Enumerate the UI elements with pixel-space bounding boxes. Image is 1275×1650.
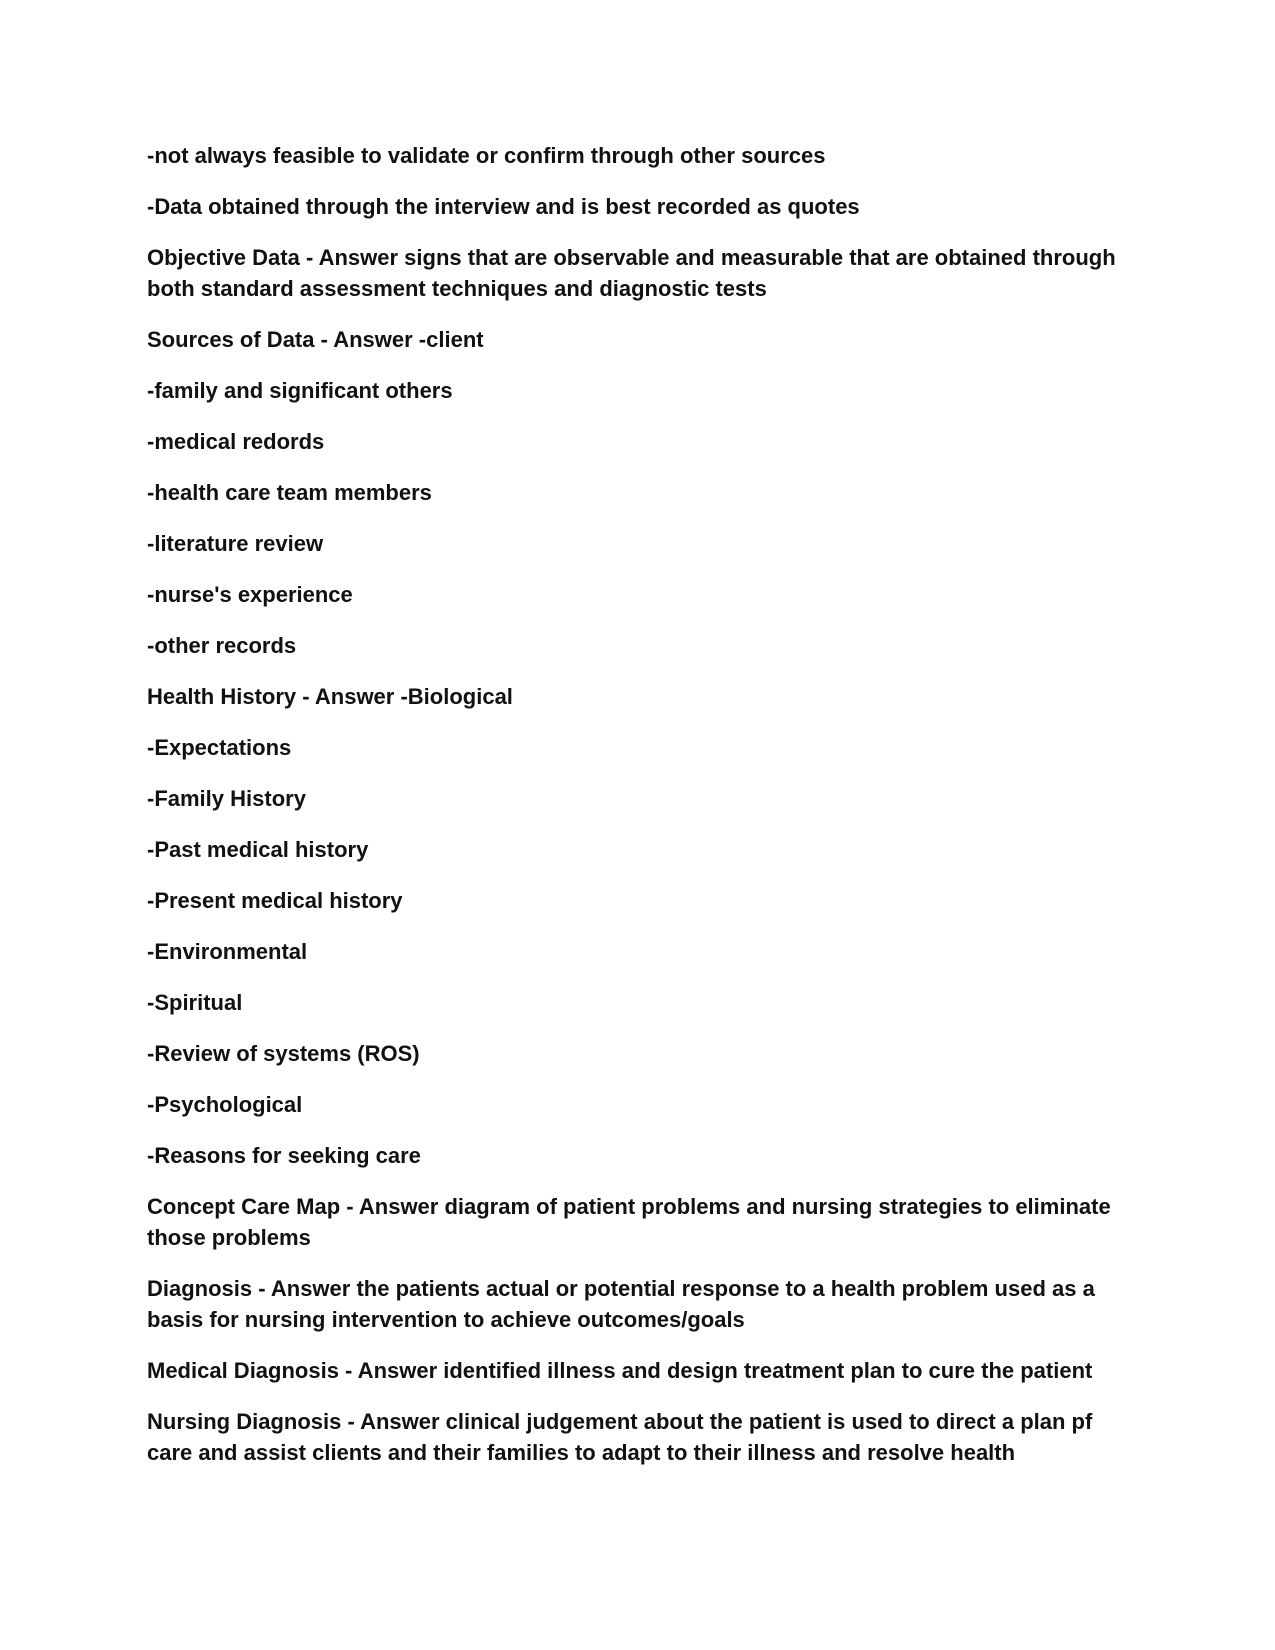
paragraph: -Data obtained through the interview and is best recorded as quotes [147,194,860,219]
paragraph: -Psychological [147,1092,303,1117]
paragraph: -other records [147,633,297,658]
paragraph: Medical Diagnosis - Answer identified illness and design treatment plan to cure the patient [147,1358,1093,1383]
paragraph: Objective Data - Answer signs that are observable and measurable that are obtained through both standard assessment techniques and diagnostic tests [147,245,1116,301]
paragraph: -health care team members [147,480,432,505]
paragraph: -Past medical history [147,837,369,862]
paragraph: Diagnosis - Answer the patients actual or potential response to a health problem used as a basis for nursing intervention to achieve outcomes/goals [147,1276,1095,1332]
paragraph: -Spiritual [147,990,243,1015]
paragraph: Sources of Data - Answer -client [147,327,484,352]
document-body [147,140,1127,1488]
paragraph: -not always feasible to validate or confirm through other sources [147,143,826,168]
paragraph: -literature review [147,531,324,556]
paragraph: Concept Care Map - Answer diagram of patient problems and nursing strategies to eliminate those problems [147,1194,1111,1250]
paragraph: -family and significant others [147,378,453,403]
paragraph: -Expectations [147,735,292,760]
paragraph: Health History - Answer -Biological [147,684,513,709]
paragraph: -nurse's experience [147,582,353,607]
paragraph: -Reasons for seeking care [147,1143,421,1168]
paragraph: -Environmental [147,939,308,964]
paragraph: -Family History [147,786,306,811]
paragraph: -medical redords [147,429,325,454]
paragraph: Nursing Diagnosis - Answer clinical judgement about the patient is used to direct a plan pf care and assist clients and their families to adapt to their illness and resolve health [147,1409,1093,1465]
paragraph: -Review of systems (ROS) [147,1041,420,1066]
paragraph: -Present medical history [147,888,403,913]
